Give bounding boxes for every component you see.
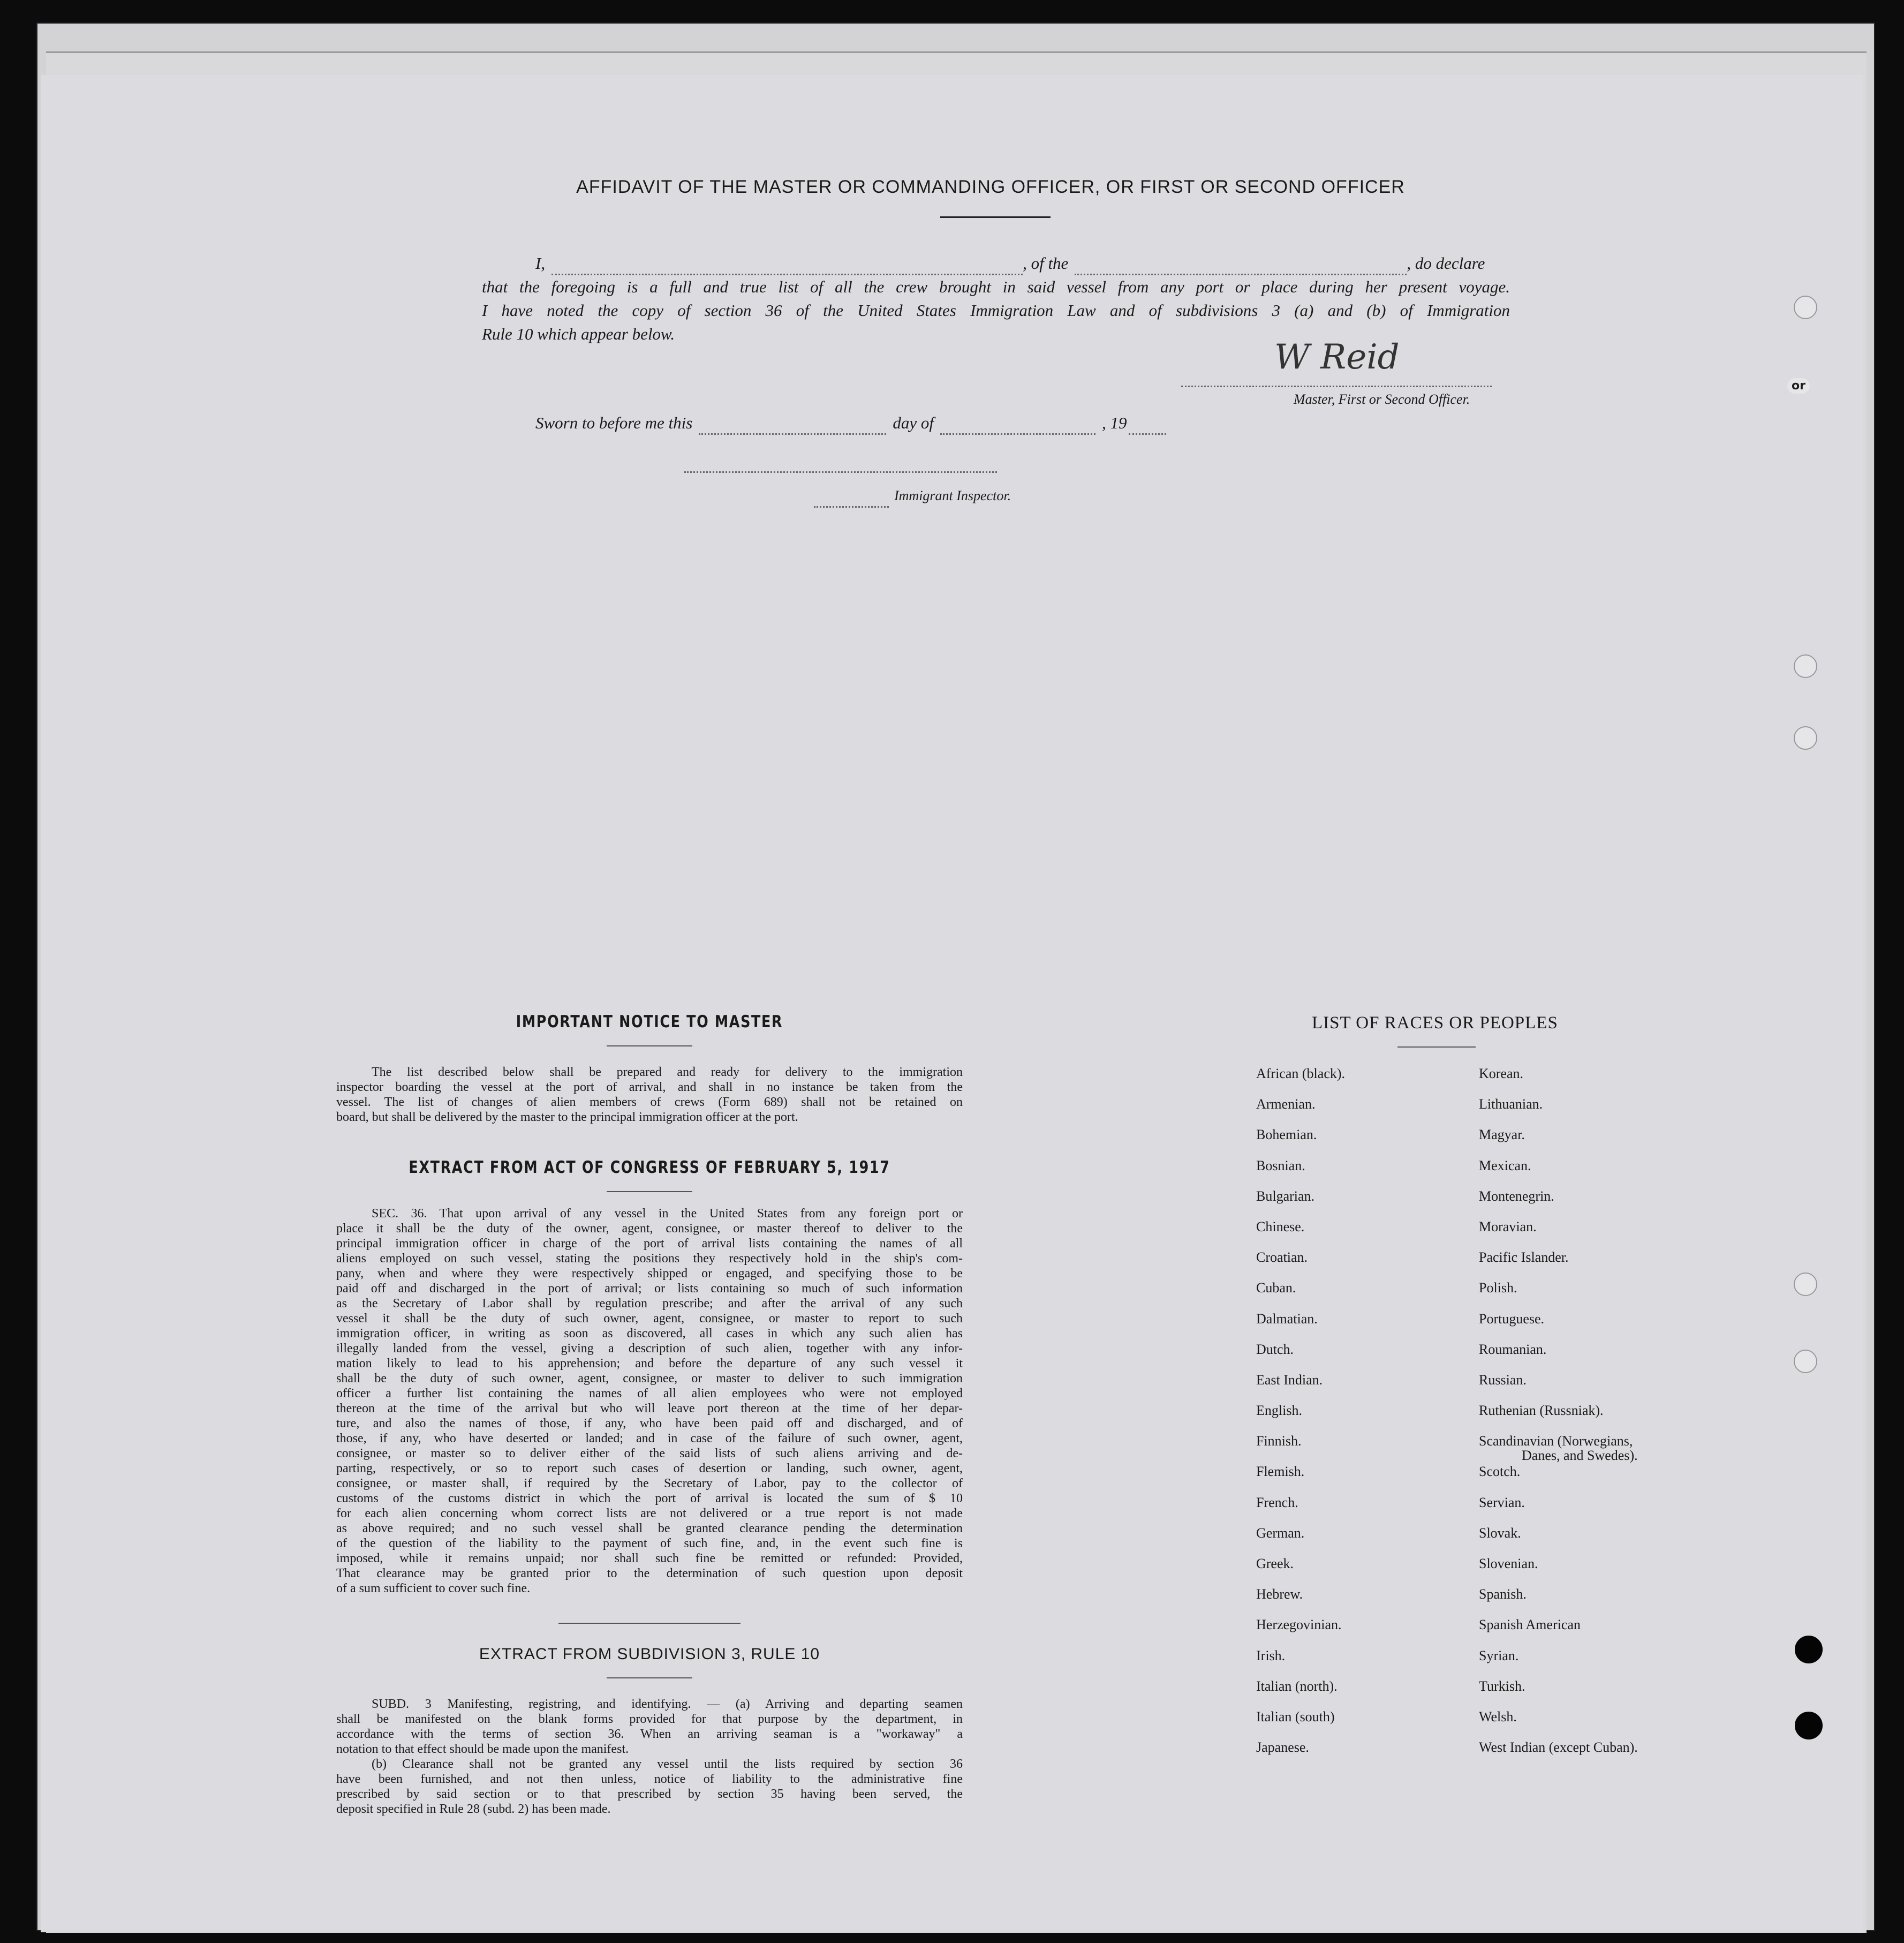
races-list-right bbox=[1479, 1066, 1704, 1770]
races-title: LIST OF RACES OR PEOPLES bbox=[1312, 1013, 1558, 1033]
race-item: Turkish. bbox=[1479, 1678, 1525, 1694]
act-line: paid off and discharged in the port of arrival; or lists containing so much of such information bbox=[336, 1282, 963, 1296]
signature-caption: Master, First or Second Officer. bbox=[1294, 391, 1470, 407]
sworn-line bbox=[535, 411, 1285, 435]
race-item: Slovak. bbox=[1479, 1525, 1521, 1541]
race-item: Italian (north). bbox=[1256, 1678, 1338, 1694]
notice-line: board, but shall be delivered by the master to the principal immigration officer at the port. bbox=[336, 1110, 798, 1124]
sworn-day-of: day of bbox=[893, 413, 934, 432]
race-item: Flemish. bbox=[1256, 1464, 1305, 1480]
binder-hole bbox=[1794, 654, 1817, 678]
race-item: West Indian (except Cuban). bbox=[1479, 1739, 1638, 1756]
rule-line: (b) Clearance shall not be granted any vessel until the lists required by section 36 bbox=[372, 1757, 963, 1771]
binder-hole bbox=[1794, 726, 1817, 750]
act-line: customs of the customs district in which the port of arrival is located the sum of $ 10 bbox=[336, 1492, 963, 1505]
act-line: imposed, while it remains unpaid; nor shall such fine be remitted or refunded: Provided, bbox=[336, 1552, 963, 1565]
act-line: immigration officer, in writing as soon as discovered, all cases in which any such alien has bbox=[336, 1327, 963, 1340]
inspector-dots bbox=[814, 495, 889, 508]
affidavit-title: AFFIDAVIT OF THE MASTER OR COMMANDING OFFICER, OR FIRST OR SECOND OFFICER bbox=[576, 177, 1405, 197]
sworn-year-field[interactable] bbox=[1129, 417, 1166, 435]
race-item: Roumanian. bbox=[1479, 1341, 1547, 1357]
rule-line: deposit specified in Rule 28 (subd. 2) has been made. bbox=[336, 1802, 611, 1816]
act-line: those, if any, who have deserted or landed; and in case of the failure of such owner, agent, bbox=[336, 1432, 963, 1445]
sworn-prefix: Sworn to before me this bbox=[535, 413, 693, 432]
race-item: Armenian. bbox=[1256, 1096, 1316, 1112]
act-line: officer a further list containing the names of all alien employees who were not employed bbox=[336, 1387, 963, 1400]
race-item: Russian. bbox=[1479, 1372, 1527, 1388]
race-item: Slovenian. bbox=[1479, 1556, 1538, 1571]
race-item: Servian. bbox=[1479, 1494, 1525, 1510]
race-item: Herzegovinian. bbox=[1256, 1617, 1342, 1633]
rule-extract-title: EXTRACT FROM SUBDIVISION 3, RULE 10 bbox=[479, 1645, 820, 1663]
race-item: Spanish. bbox=[1479, 1586, 1527, 1602]
race-item: Finnish. bbox=[1256, 1433, 1302, 1449]
race-item: German. bbox=[1256, 1525, 1305, 1541]
act-line: consignee, or master so to deliver either of the said lists of such aliens arriving and de- bbox=[336, 1447, 963, 1460]
race-item-continuation: Danes, and Swedes). bbox=[1522, 1448, 1638, 1464]
race-item: Hebrew. bbox=[1256, 1586, 1303, 1602]
race-item: Korean. bbox=[1479, 1066, 1524, 1081]
rule-extract-rule bbox=[607, 1677, 692, 1678]
notice-line: vessel. The list of changes of alien members of crews (Form 689) shall not be retained on bbox=[336, 1095, 963, 1109]
rule-line: accordance with the terms of section 36. When an arriving seaman is a "workaway" a bbox=[336, 1727, 963, 1741]
binder-hole-punched bbox=[1795, 1636, 1823, 1663]
affidavit-i: I, bbox=[535, 254, 546, 273]
notice-title: IMPORTANT NOTICE TO MASTER bbox=[516, 1012, 783, 1031]
act-extract-text bbox=[336, 1206, 963, 1596]
notice-rule bbox=[607, 1045, 692, 1046]
signature-line[interactable] bbox=[1181, 386, 1492, 387]
race-item: Dalmatian. bbox=[1256, 1311, 1318, 1327]
signature: W Reid bbox=[1274, 337, 1400, 377]
act-line: principal immigration officer in charge of the port of arrival lists containing the names of all bbox=[336, 1237, 963, 1251]
race-item: Greek. bbox=[1256, 1556, 1294, 1571]
race-item: Portuguese. bbox=[1479, 1311, 1545, 1327]
race-item: Croatian. bbox=[1256, 1249, 1308, 1266]
race-item: Ruthenian (Russniak). bbox=[1479, 1403, 1604, 1419]
race-item: Cuban. bbox=[1256, 1280, 1296, 1296]
sworn-year: , 19 bbox=[1101, 413, 1127, 432]
act-line: place it shall be the duty of the owner, agent, consignee, or master thereof to deliver to the bbox=[336, 1222, 963, 1236]
act-line: vessel it shall be the duty of such owner, agent, consignee, or master to report to such bbox=[336, 1312, 963, 1326]
act-line: as the Secretary of Labor shall by regulation prescribe; and after the arrival of any such bbox=[336, 1297, 963, 1311]
rule-extract-text bbox=[336, 1697, 963, 1817]
act-line: consignee, or master shall, if required by the Secretary of Labor, pay to the collector of bbox=[336, 1477, 963, 1490]
race-item: Japanese. bbox=[1256, 1739, 1309, 1756]
race-item: Mexican. bbox=[1479, 1157, 1531, 1173]
inspector-caption: Immigrant Inspector. bbox=[894, 488, 1011, 503]
rule-line: shall be manifested on the blank forms provided for that purpose by the department, in bbox=[336, 1712, 963, 1726]
act-line: thereon at the time of the arrival but who will leave port thereon at the time of her depar- bbox=[336, 1402, 963, 1415]
race-item: Bohemian. bbox=[1256, 1127, 1317, 1143]
race-item: Scandinavian (Norwegians, bbox=[1479, 1433, 1633, 1449]
act-line: aliens employed on such vessel, stating the positions they respectively hold in the ship's com- bbox=[336, 1252, 963, 1266]
act-line: as above required; and no such vessel shall be granted clearance pending the determination bbox=[336, 1522, 963, 1535]
binder-hole bbox=[1794, 296, 1817, 319]
race-item: Lithuanian. bbox=[1479, 1096, 1543, 1112]
act-line: pany, when and where they were respectively shipped or engaged, and specifying those to be bbox=[336, 1267, 963, 1281]
rule-line: notation to that effect should be made upon the manifest. bbox=[336, 1742, 629, 1756]
race-item: Irish. bbox=[1256, 1647, 1286, 1663]
act-line: of the question of the liability to the payment of such fine, and, in the event such fine is bbox=[336, 1537, 963, 1550]
race-item: Italian (south) bbox=[1256, 1708, 1335, 1724]
sworn-day-field[interactable] bbox=[699, 417, 886, 435]
inspector-line bbox=[814, 484, 1011, 508]
act-line: SEC. 36. That upon arrival of any vessel in the United States from any foreign port or bbox=[372, 1207, 963, 1221]
act-line: illegally landed from the vessel, giving a description of such alien, together with any infor- bbox=[336, 1342, 963, 1355]
act-extract-title: EXTRACT FROM ACT OF CONGRESS OF FEBRUARY 5, 1917 bbox=[409, 1158, 890, 1177]
notice-line: inspector boarding the vessel at the port of arrival, and shall in no instance be taken from the bbox=[336, 1080, 963, 1094]
inspector-signature-line[interactable] bbox=[684, 471, 997, 473]
rule-divider bbox=[558, 1623, 741, 1624]
race-item: Scotch. bbox=[1479, 1464, 1521, 1480]
affidavit-declare: , do declare bbox=[1407, 254, 1485, 273]
act-line: parting, respectively, or so to report such cases of desertion or landing, such owner, agent, bbox=[336, 1462, 963, 1475]
race-item: Montenegrin. bbox=[1479, 1188, 1554, 1204]
race-item: Spanish American bbox=[1479, 1617, 1581, 1633]
race-item: Dutch. bbox=[1256, 1341, 1294, 1357]
race-item: Welsh. bbox=[1479, 1708, 1517, 1724]
race-item: African (black). bbox=[1256, 1066, 1346, 1081]
name-field[interactable] bbox=[551, 258, 1023, 275]
race-item: Pacific Islander. bbox=[1479, 1249, 1569, 1266]
notice-line: The list described below shall be prepared and ready for delivery to the immigration bbox=[372, 1065, 963, 1079]
race-item: Syrian. bbox=[1479, 1647, 1519, 1663]
left-column bbox=[336, 1012, 963, 1817]
race-item: French. bbox=[1256, 1494, 1298, 1510]
title-rule bbox=[940, 216, 1051, 218]
race-item: Chinese. bbox=[1256, 1218, 1305, 1234]
act-line: for each alien concerning whom correct lists are not delivered or a true report is not made bbox=[336, 1507, 963, 1520]
margin-or-mark: or bbox=[1787, 378, 1810, 394]
race-item: East Indian. bbox=[1256, 1372, 1323, 1388]
race-item: English. bbox=[1256, 1403, 1302, 1419]
race-item: Magyar. bbox=[1479, 1127, 1525, 1143]
affidavit-line4: Rule 10 which appear below. bbox=[482, 325, 675, 343]
binder-hole bbox=[1794, 1350, 1817, 1373]
vessel-field[interactable] bbox=[1075, 258, 1407, 275]
act-line: ture, and also the names of those, if any, who have been paid off and discharged, and of bbox=[336, 1417, 963, 1430]
rule-line: SUBD. 3 Manifesting, registring, and identifying. — (a) Arriving and departing seamen bbox=[372, 1697, 963, 1711]
act-line: That clearance may be granted prior to the determination of such question upon deposit bbox=[336, 1567, 963, 1580]
rule-line: have been furnished, and not then unless, notice of liability to the administrative fine bbox=[336, 1772, 963, 1786]
affidavit-body bbox=[482, 252, 1510, 346]
affidavit-line3: I have noted the copy of section 36 of the United States Immigration Law and of subdivisions 3 (a) and (b) of Immigration bbox=[482, 301, 1510, 320]
affidavit-of-the: , of the bbox=[1023, 254, 1069, 273]
act-rule bbox=[607, 1191, 692, 1192]
races-rule bbox=[1397, 1046, 1476, 1048]
races-list-left bbox=[1256, 1066, 1460, 1770]
act-line: of a sum sufficient to cover such fine. bbox=[336, 1581, 531, 1595]
race-item: Moravian. bbox=[1479, 1218, 1537, 1234]
affidavit-line2: that the foregoing is a full and true list of all the crew brought in said vessel from any port or place during her present voyage. bbox=[482, 277, 1510, 296]
act-line: shall be the duty of such owner, agent, consignee, or master to deliver to such immigration bbox=[336, 1372, 963, 1385]
binder-hole-punched bbox=[1795, 1712, 1823, 1739]
sworn-month-field[interactable] bbox=[940, 417, 1095, 435]
rule-line: prescribed by said section or to that prescribed by section 35 having been served, the bbox=[336, 1787, 963, 1801]
race-item: Polish. bbox=[1479, 1280, 1517, 1296]
binder-hole bbox=[1794, 1272, 1817, 1296]
race-item: Bosnian. bbox=[1256, 1157, 1305, 1173]
race-item: Bulgarian. bbox=[1256, 1188, 1315, 1204]
act-line: mation likely to lead to his apprehension; and before the departure of any such vessel it bbox=[336, 1357, 963, 1370]
notice-text bbox=[336, 1065, 963, 1125]
